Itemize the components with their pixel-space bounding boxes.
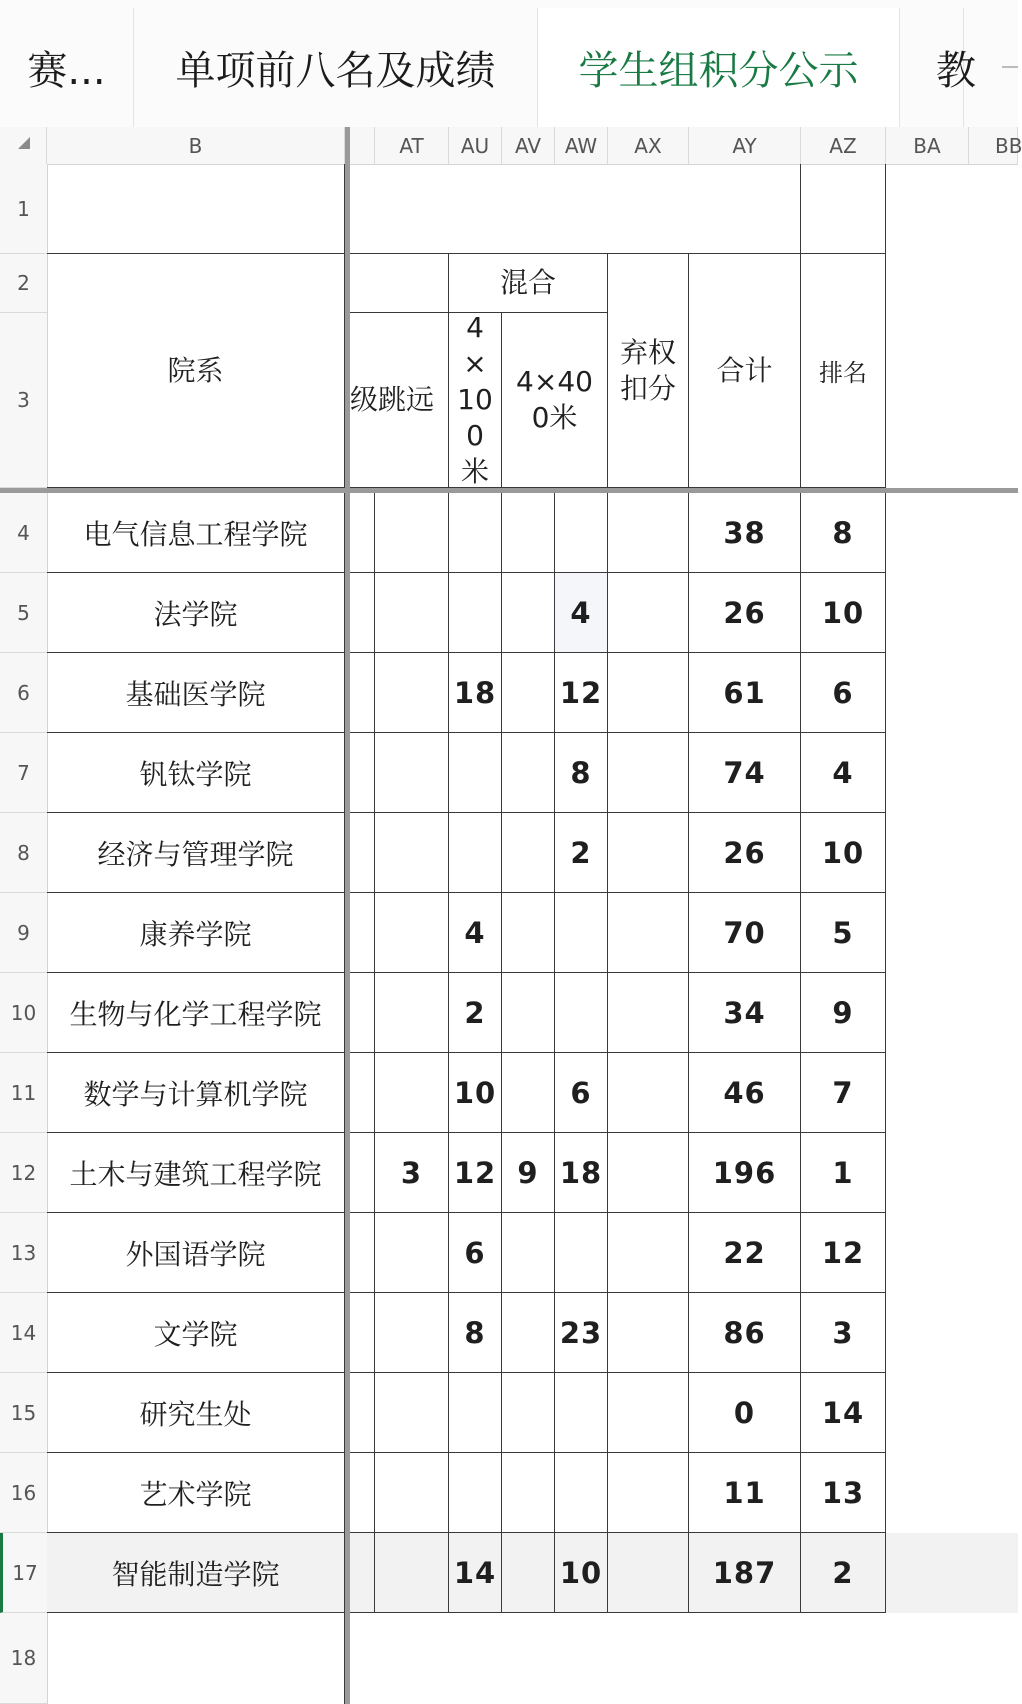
rank-header: 排名: [819, 359, 867, 387]
av-cell[interactable]: [502, 1293, 555, 1373]
row-number: 9: [17, 920, 30, 945]
total-cell[interactable]: [689, 733, 801, 813]
relay-100-cell[interactable]: [449, 1453, 502, 1533]
forfeit-header: 弃权扣分: [619, 335, 676, 405]
av-cell[interactable]: [502, 1133, 555, 1213]
relay-100-cell[interactable]: [449, 733, 502, 813]
relay-400-cell-value: 6: [570, 1075, 592, 1110]
total-cell[interactable]: [689, 653, 801, 733]
relay-100-header-cell[interactable]: [449, 313, 502, 488]
hidden-cell[interactable]: [350, 573, 375, 653]
total-cell[interactable]: [689, 1453, 801, 1533]
dept-cell[interactable]: [47, 973, 345, 1053]
rank-cell-value: 3: [832, 1315, 854, 1350]
dept-header: 院系: [167, 353, 224, 387]
frozen-row-divider[interactable]: [0, 488, 1018, 493]
dept-header-cell[interactable]: [47, 254, 345, 488]
forfeit-header-cell[interactable]: [608, 254, 689, 488]
rank-cell-value: 12: [821, 1235, 865, 1270]
forfeit-cell[interactable]: [608, 733, 689, 813]
dept-cell-value: 研究生处: [139, 1397, 252, 1431]
sheet-tab-0-label: 赛...: [27, 48, 106, 94]
hidden-cell[interactable]: [350, 1293, 375, 1373]
total-cell[interactable]: [689, 1133, 801, 1213]
sheet-tab-3-label: 教: [936, 48, 976, 94]
forfeit-cell[interactable]: [608, 1133, 689, 1213]
row-number: 2: [17, 271, 30, 295]
total-cell-value: 74: [723, 755, 766, 790]
forfeit-cell[interactable]: [608, 1293, 689, 1373]
forfeit-cell[interactable]: [608, 653, 689, 733]
cell-b18[interactable]: [47, 1613, 345, 1704]
hidden-cell[interactable]: [350, 1213, 375, 1293]
av-cell[interactable]: [502, 1373, 555, 1453]
total-cell-value: 38: [723, 515, 766, 550]
relay-400-cell-value: 2: [570, 835, 592, 870]
cell-az1[interactable]: [801, 164, 886, 254]
total-cell[interactable]: [689, 1373, 801, 1453]
rank-cell[interactable]: [801, 733, 886, 813]
relay-100-cell-value: 6: [464, 1235, 486, 1270]
hidden-cell[interactable]: [350, 893, 375, 973]
dept-cell[interactable]: [47, 1053, 345, 1133]
total-cell[interactable]: [689, 1533, 801, 1613]
total-cell[interactable]: [689, 1053, 801, 1133]
total-cell[interactable]: [689, 973, 801, 1053]
sheet-tab-1-label: 单项前八名及成绩: [175, 48, 496, 94]
rank-cell[interactable]: [801, 893, 886, 973]
av-cell[interactable]: [502, 813, 555, 893]
hidden-cell[interactable]: [350, 1053, 375, 1133]
at-cell[interactable]: [375, 1133, 449, 1213]
column-header-label: AZ: [829, 133, 857, 158]
rank-cell[interactable]: [801, 813, 886, 893]
rank-cell-value: 7: [832, 1075, 854, 1110]
relay-100-header: 4×100米: [457, 311, 493, 488]
rank-cell[interactable]: [801, 1213, 886, 1293]
column-header-label: AW: [564, 133, 598, 158]
hidden-cell[interactable]: [350, 1373, 375, 1453]
mixed-header: 混合: [499, 266, 556, 299]
relay-100-cell-value: 14: [453, 1555, 497, 1590]
at-cell[interactable]: [375, 813, 449, 893]
rank-cell-value: 6: [832, 675, 854, 710]
column-header-label: AT: [399, 133, 424, 158]
rank-cell-value: 4: [832, 755, 854, 790]
at-cell[interactable]: [375, 893, 449, 973]
total-header: 合计: [716, 353, 773, 387]
total-cell-value: 26: [723, 595, 766, 630]
relay-400-cell[interactable]: [555, 1293, 608, 1373]
column-header-label: AX: [634, 133, 662, 158]
total-cell-value: 70: [723, 915, 766, 950]
rank-cell[interactable]: [801, 973, 886, 1053]
rank-cell[interactable]: [801, 1373, 886, 1453]
total-cell-value: 46: [723, 1075, 766, 1110]
forfeit-cell[interactable]: [608, 493, 689, 573]
at-cell[interactable]: [375, 493, 449, 573]
relay-100-cell-value: 2: [464, 995, 486, 1030]
av-cell[interactable]: [502, 733, 555, 813]
row-number: 6: [17, 680, 30, 705]
forfeit-cell[interactable]: [608, 1533, 689, 1613]
rank-cell-value: 13: [821, 1475, 865, 1510]
forfeit-cell[interactable]: [608, 573, 689, 653]
relay-400-cell[interactable]: [555, 1133, 608, 1213]
relay-100-cell-value: 18: [453, 675, 497, 710]
relay-100-cell-value: 12: [453, 1155, 497, 1190]
row-number: 3: [17, 388, 30, 412]
dept-cell[interactable]: [47, 653, 345, 733]
relay-100-cell[interactable]: [449, 1533, 502, 1613]
sheet-tab-2-label: 学生组积分公示: [578, 48, 859, 94]
rank-cell-value: 8: [832, 515, 854, 550]
total-cell[interactable]: [689, 493, 801, 573]
relay-100-cell[interactable]: [449, 493, 502, 573]
row-number: 18: [10, 1646, 37, 1670]
rank-cell-value: 14: [821, 1395, 865, 1430]
av-cell[interactable]: [502, 893, 555, 973]
total-cell-value: 26: [723, 835, 766, 870]
dept-cell[interactable]: [47, 1453, 345, 1533]
av-cell[interactable]: [502, 973, 555, 1053]
hidden-cell[interactable]: [350, 1133, 375, 1213]
relay-100-cell[interactable]: [449, 573, 502, 653]
total-cell-value: 34: [723, 995, 766, 1030]
at-cell[interactable]: [375, 733, 449, 813]
total-cell[interactable]: [689, 573, 801, 653]
forfeit-cell[interactable]: [608, 893, 689, 973]
relay-400-cell-value: 12: [559, 675, 603, 710]
at-cell[interactable]: [375, 1213, 449, 1293]
relay-100-cell-value: 8: [464, 1315, 486, 1350]
rank-cell[interactable]: [801, 493, 886, 573]
row-number: 12: [10, 1160, 37, 1185]
row-number: 15: [10, 1400, 37, 1425]
relay-400-cell[interactable]: [555, 813, 608, 893]
forfeit-cell[interactable]: [608, 1453, 689, 1533]
dept-cell[interactable]: [47, 1373, 345, 1453]
av-cell[interactable]: [502, 1453, 555, 1533]
rank-cell[interactable]: [801, 653, 886, 733]
relay-400-cell[interactable]: [555, 1373, 608, 1453]
relay-400-header: 4×400米: [516, 365, 593, 434]
dept-cell-value: 文学院: [153, 1317, 238, 1351]
dept-cell[interactable]: [47, 573, 345, 653]
row-number: 1: [17, 196, 30, 221]
cell-at2[interactable]: [350, 254, 449, 313]
at-cell-value: 3: [400, 1155, 423, 1190]
dept-cell-value: 电气信息工程学院: [83, 517, 308, 551]
relay-400-cell[interactable]: [555, 973, 608, 1053]
relay-400-cell-value: 4: [570, 595, 592, 630]
relay-100-cell[interactable]: [449, 653, 502, 733]
relay-400-cell-value: 10: [559, 1555, 603, 1590]
av-cell-value: 9: [517, 1155, 539, 1190]
relay-400-cell-value: 18: [559, 1155, 603, 1190]
column-header-label: BA: [913, 133, 941, 158]
hidden-cell[interactable]: [350, 493, 375, 573]
relay-400-cell-value: 23: [559, 1315, 603, 1350]
dept-cell-value: 经济与管理学院: [97, 837, 294, 871]
total-cell-value: 196: [712, 1155, 777, 1190]
dept-cell-value: 基础医学院: [125, 677, 266, 711]
column-header-label: B: [188, 133, 203, 158]
relay-100-cell[interactable]: [449, 1213, 502, 1293]
mixed-header-cell[interactable]: [449, 254, 608, 313]
dept-cell-value: 钒钛学院: [139, 757, 252, 791]
relay-400-cell[interactable]: [555, 893, 608, 973]
dept-cell[interactable]: [47, 493, 345, 573]
at-cell[interactable]: [375, 1453, 449, 1533]
dept-cell-value: 康养学院: [139, 917, 252, 951]
hidden-cell[interactable]: [350, 1533, 375, 1613]
rank-cell[interactable]: [801, 1453, 886, 1533]
forfeit-cell[interactable]: [608, 1213, 689, 1293]
relay-100-cell[interactable]: [449, 973, 502, 1053]
partial-event-header: 级跳远: [350, 383, 435, 416]
column-header-label: AU: [460, 133, 490, 158]
relay-400-cell[interactable]: [555, 733, 608, 813]
relay-400-cell[interactable]: [555, 1453, 608, 1533]
at-cell[interactable]: [375, 1293, 449, 1373]
rank-cell[interactable]: [801, 1293, 886, 1373]
column-header-label: BB: [995, 133, 1022, 158]
relay-100-cell-value: 4: [464, 915, 486, 950]
av-cell[interactable]: [502, 1053, 555, 1133]
relay-100-cell[interactable]: [449, 1293, 502, 1373]
row-number: 7: [17, 760, 30, 785]
dept-cell[interactable]: [47, 1213, 345, 1293]
relay-100-cell[interactable]: [449, 1053, 502, 1133]
av-cell[interactable]: [502, 1213, 555, 1293]
relay-400-cell[interactable]: [555, 493, 608, 573]
av-cell[interactable]: [502, 1533, 555, 1613]
av-cell[interactable]: [502, 493, 555, 573]
dept-cell-value: 土木与建筑工程学院: [69, 1157, 322, 1191]
rank-cell[interactable]: [801, 573, 886, 653]
relay-400-cell[interactable]: [555, 653, 608, 733]
row-number: 14: [10, 1320, 37, 1345]
partial-event-header-cell[interactable]: [350, 313, 449, 488]
hidden-cell[interactable]: [350, 813, 375, 893]
rank-cell[interactable]: [801, 1053, 886, 1133]
total-cell-value: 61: [723, 675, 766, 710]
relay-100-cell[interactable]: [449, 1133, 502, 1213]
rank-cell-value: 10: [821, 835, 865, 870]
relay-100-cell-value: 10: [453, 1075, 497, 1110]
relay-400-cell[interactable]: [555, 1053, 608, 1133]
rank-cell-value: 9: [832, 995, 854, 1030]
total-cell-value: 86: [723, 1315, 766, 1350]
dept-cell[interactable]: [47, 733, 345, 813]
frozen-column-divider[interactable]: [345, 127, 350, 1704]
rank-cell-value: 2: [832, 1555, 854, 1590]
dept-cell[interactable]: [47, 1533, 345, 1613]
relay-400-header-cell[interactable]: [502, 313, 608, 488]
row-number: 16: [10, 1480, 37, 1505]
rank-cell-value: 5: [832, 915, 854, 950]
cell-merged-row1[interactable]: [350, 164, 801, 254]
row-number: 13: [10, 1240, 37, 1265]
column-header-label: AV: [514, 133, 542, 158]
dept-cell-value: 艺术学院: [139, 1477, 252, 1511]
at-cell[interactable]: [375, 1533, 449, 1613]
hidden-cell[interactable]: [350, 973, 375, 1053]
av-cell[interactable]: [502, 573, 555, 653]
forfeit-cell[interactable]: [608, 973, 689, 1053]
at-cell[interactable]: [375, 1373, 449, 1453]
dept-cell-value: 外国语学院: [125, 1237, 266, 1271]
relay-100-cell[interactable]: [449, 1373, 502, 1453]
column-header-label: AY: [732, 133, 757, 158]
at-cell[interactable]: [375, 973, 449, 1053]
row-number: 10: [10, 1000, 37, 1025]
relay-400-cell-value: 8: [570, 755, 592, 790]
row-number: 4: [17, 520, 30, 545]
at-cell[interactable]: [375, 653, 449, 733]
hidden-cell[interactable]: [350, 1453, 375, 1533]
dept-cell[interactable]: [47, 1133, 345, 1213]
rank-cell-value: 10: [821, 595, 865, 630]
relay-400-cell[interactable]: [555, 1533, 608, 1613]
total-cell-value: 0: [733, 1395, 756, 1430]
relay-100-cell[interactable]: [449, 893, 502, 973]
total-cell[interactable]: [689, 893, 801, 973]
total-cell-value: 187: [712, 1555, 777, 1590]
relay-400-cell[interactable]: [555, 573, 608, 653]
rank-cell-value: 1: [832, 1155, 854, 1190]
row-number: 5: [17, 600, 30, 625]
dept-cell-value: 数学与计算机学院: [83, 1077, 308, 1111]
dept-cell-value: 智能制造学院: [111, 1557, 280, 1591]
total-cell-value: 11: [723, 1475, 766, 1510]
relay-100-cell[interactable]: [449, 813, 502, 893]
hidden-cell[interactable]: [350, 653, 375, 733]
forfeit-cell[interactable]: [608, 1053, 689, 1133]
dept-cell-value: 法学院: [153, 597, 238, 631]
dept-cell[interactable]: [47, 893, 345, 973]
dept-cell-value: 生物与化学工程学院: [69, 997, 322, 1031]
row-number: 11: [10, 1080, 37, 1105]
rank-cell[interactable]: [801, 1533, 886, 1613]
total-cell[interactable]: [689, 1293, 801, 1373]
row-number: 17: [12, 1560, 38, 1585]
total-cell[interactable]: [689, 1213, 801, 1293]
dept-cell[interactable]: [47, 1293, 345, 1373]
cell-b1[interactable]: [47, 164, 345, 254]
rank-header-cell[interactable]: [801, 254, 886, 488]
forfeit-cell[interactable]: [608, 1373, 689, 1453]
total-cell[interactable]: [689, 813, 801, 893]
at-cell[interactable]: [375, 1053, 449, 1133]
at-cell[interactable]: [375, 573, 449, 653]
hidden-cell[interactable]: [350, 733, 375, 813]
total-header-cell[interactable]: [689, 254, 801, 488]
rank-cell[interactable]: [801, 1133, 886, 1213]
relay-400-cell[interactable]: [555, 1213, 608, 1293]
row-number: 8: [17, 840, 30, 865]
forfeit-cell[interactable]: [608, 813, 689, 893]
dept-cell[interactable]: [47, 813, 345, 893]
av-cell[interactable]: [502, 653, 555, 733]
total-cell-value: 22: [723, 1235, 766, 1270]
